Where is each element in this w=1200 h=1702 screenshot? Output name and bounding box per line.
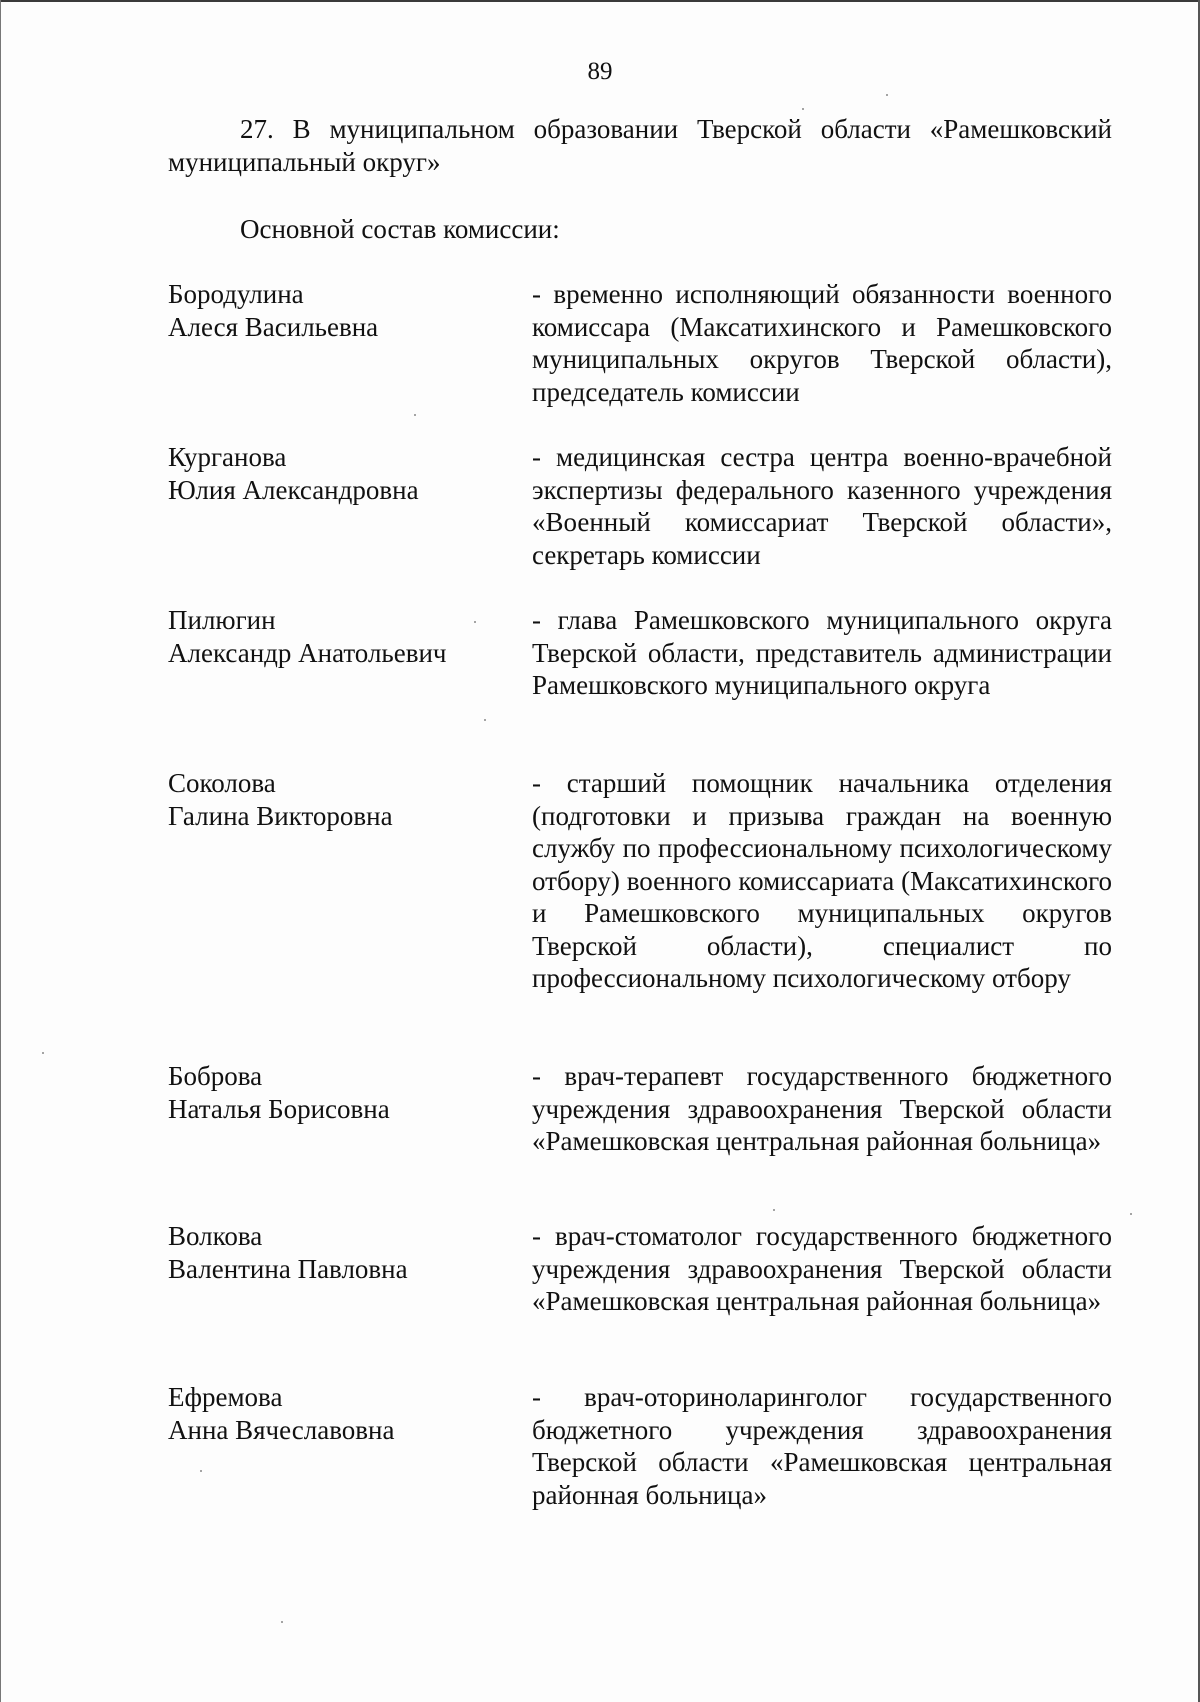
- member-first-names: Александр Анатольевич: [168, 637, 447, 668]
- scan-edge-top: [0, 0, 1200, 2]
- member-role: - медицинская сестра центра военно-врачебной экспертизы федерального казенного учреждения «Военный комиссариат Тверской области», секретарь комиссии: [532, 442, 1112, 570]
- member-first-names: Галина Викторовна: [168, 800, 393, 831]
- member-first-names: Анна Вячеславовна: [168, 1414, 395, 1445]
- member-last-name: Соколова: [168, 768, 276, 798]
- member-last-name: Бородулина: [168, 279, 304, 309]
- member-name: [168, 1381, 508, 1446]
- member-role: - временно исполняющий обязанности военного комиссара (Максатихинского и Рамешковского муниципальных округов Тверской области), председатель комиссии: [532, 279, 1112, 407]
- member-last-name: Ефремова: [168, 1382, 283, 1412]
- member-name: [168, 1060, 508, 1125]
- member-first-names: Алеся Васильевна: [168, 311, 379, 342]
- scan-speck: [802, 108, 804, 110]
- scan-speck: [474, 621, 476, 623]
- scan-speck: [414, 414, 416, 416]
- member-first-names: Наталья Борисовна: [168, 1093, 390, 1124]
- member-name: [168, 441, 508, 506]
- scan-speck: [886, 94, 888, 96]
- scan-speck: [484, 719, 486, 721]
- member-name: [168, 1220, 508, 1285]
- member-first-names: Юлия Александровна: [168, 474, 419, 505]
- scan-speck: [200, 1470, 202, 1472]
- section-heading: 27. В муниципальном образовании Тверской области «Рамешковский муниципальный округ»: [168, 114, 1112, 177]
- member-role: - врач-терапевт государственного бюджетного учреждения здравоохранения Тверской области «Рамешковская центральная районная больница»: [532, 1061, 1112, 1156]
- member-role: - старший помощник начальника отделения (подготовки и призыва граждан на военную службу по профессиональному психологическому отбору) военного комиссариата (Максатихинского и Рамешковского муниципальных округов Тверской области), специалист по профессиональному психологическому отбору: [532, 768, 1112, 993]
- member-name: [168, 604, 508, 669]
- scan-edge-left: [0, 0, 1, 1702]
- member-last-name: Пилюгин: [168, 605, 276, 635]
- page-number: [0, 58, 1200, 86]
- member-name: [168, 278, 508, 343]
- scan-speck: [281, 1621, 283, 1623]
- member-last-name: Курганова: [168, 442, 287, 472]
- member-role: - врач-оториноларинголог государственного бюджетного учреждения здравоохранения Тверской области «Рамешковская центральная районная больница»: [532, 1382, 1112, 1510]
- member-last-name: Боброва: [168, 1061, 263, 1091]
- member-first-names: Валентина Павловна: [168, 1253, 408, 1284]
- member-last-name: Волкова: [168, 1221, 263, 1251]
- scan-speck: [773, 1209, 775, 1211]
- member-role: - врач-стоматолог государственного бюджетного учреждения здравоохранения Тверской области «Рамешковская центральная районная больница»: [532, 1221, 1112, 1316]
- scan-speck: [42, 1052, 44, 1054]
- member-name: [168, 767, 508, 832]
- member-role: - глава Рамешковского муниципального округа Тверской области, представитель администрации Рамешковского муниципального округа: [532, 605, 1112, 700]
- commission-composition-label: Основной состав комиссии:: [240, 214, 560, 244]
- scan-speck: [1130, 1213, 1132, 1215]
- page-number-text: 89: [587, 58, 613, 85]
